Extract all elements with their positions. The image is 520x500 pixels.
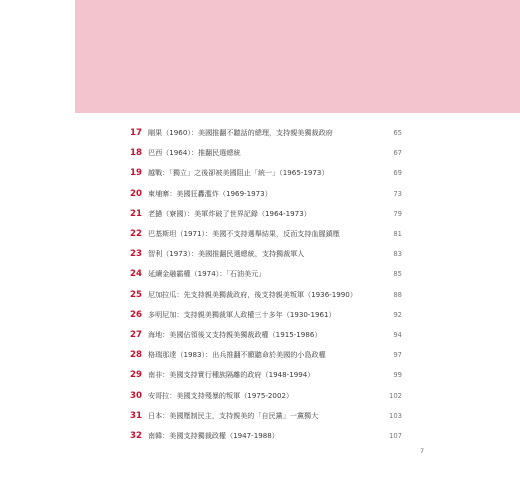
chapter-number: 26 bbox=[130, 309, 142, 320]
chapter-title: 巴西（1964）：推翻民選總統 bbox=[148, 148, 241, 158]
toc-entry[interactable] bbox=[130, 123, 402, 143]
toc-entry[interactable] bbox=[130, 325, 402, 345]
chapter-number: 20 bbox=[130, 188, 142, 199]
chapter-page: 73 bbox=[393, 189, 402, 198]
chapter-page: 69 bbox=[393, 169, 402, 178]
chapter-title: 柬埔寨：美國狂轟濫炸（1969-1973） bbox=[148, 188, 272, 198]
header-color-band bbox=[75, 0, 520, 113]
chapter-number: 32 bbox=[130, 430, 142, 441]
chapter-page: 67 bbox=[393, 149, 402, 158]
chapter-title: 剛果（1960）：美國推翻不聽話的總理，支持親美獨裁政府 bbox=[148, 128, 333, 138]
chapter-title: 安哥拉：美國支持殘暴的叛軍（1975-2002） bbox=[148, 390, 294, 400]
table-of-contents bbox=[130, 123, 402, 446]
toc-entry[interactable] bbox=[130, 385, 402, 405]
chapter-number: 17 bbox=[130, 128, 142, 139]
chapter-page: 99 bbox=[393, 371, 402, 380]
chapter-page: 103 bbox=[389, 411, 402, 420]
chapter-title: 南韓：美國支持獨裁政權（1947-1988） bbox=[148, 430, 279, 440]
chapter-title: 巴基斯坦（1971）：美國不支持選舉結果，反而支持血腥鎮壓 bbox=[148, 229, 340, 239]
chapter-number: 24 bbox=[130, 269, 142, 280]
chapter-page: 107 bbox=[389, 431, 402, 440]
chapter-title: 老撾（寮國）：美軍炸破了世界記錄（1964-1973） bbox=[148, 208, 311, 218]
chapter-page: 97 bbox=[393, 351, 402, 360]
page-number: 7 bbox=[420, 447, 425, 455]
chapter-number: 31 bbox=[130, 410, 142, 421]
toc-entry[interactable] bbox=[130, 305, 402, 325]
chapter-number: 30 bbox=[130, 390, 142, 401]
chapter-title: 南非：美國支持實行種族隔離的政府（1948-1994） bbox=[148, 370, 315, 380]
chapter-title: 尼加拉瓜：先支持親美獨裁政府，後支持親美叛軍（1936-1990） bbox=[148, 289, 357, 299]
toc-entry[interactable] bbox=[130, 244, 402, 264]
chapter-title: 越戰：「獨立」之後卻被美國阻止「統一」（1965-1973） bbox=[148, 168, 329, 178]
chapter-number: 19 bbox=[130, 168, 142, 179]
chapter-number: 21 bbox=[130, 208, 142, 219]
toc-entry[interactable] bbox=[130, 285, 402, 305]
chapter-page: 65 bbox=[393, 129, 402, 138]
chapter-page: 94 bbox=[393, 330, 402, 339]
chapter-page: 92 bbox=[393, 310, 402, 319]
chapter-title: 智利（1973）：美國推翻民選總統，支持獨裁軍人 bbox=[148, 249, 305, 259]
toc-entry[interactable] bbox=[130, 345, 402, 365]
chapter-number: 28 bbox=[130, 350, 142, 361]
chapter-title: 多明尼加：支持親美獨裁軍人政權三十多年（1930-1961） bbox=[148, 309, 336, 319]
chapter-title: 延續金融霸權（1974）：「石油美元」 bbox=[148, 269, 266, 279]
chapter-page: 88 bbox=[393, 290, 402, 299]
chapter-page: 83 bbox=[393, 250, 402, 259]
chapter-number: 18 bbox=[130, 148, 142, 159]
chapter-number: 22 bbox=[130, 229, 142, 240]
toc-entry[interactable] bbox=[130, 224, 402, 244]
toc-entry[interactable] bbox=[130, 406, 402, 426]
toc-entry[interactable] bbox=[130, 426, 402, 446]
chapter-page: 102 bbox=[389, 391, 402, 400]
chapter-number: 25 bbox=[130, 289, 142, 300]
chapter-title: 海地：美國佔領後又支持親美獨裁政權（1915-1986） bbox=[148, 329, 322, 339]
chapter-page: 79 bbox=[393, 209, 402, 218]
chapter-number: 27 bbox=[130, 329, 142, 340]
chapter-page: 81 bbox=[393, 230, 402, 239]
chapter-page: 85 bbox=[393, 270, 402, 279]
toc-entry[interactable] bbox=[130, 264, 402, 284]
chapter-title: 格瑞那達（1983）：出兵推翻不願聽命於美國的小島政權 bbox=[148, 350, 326, 360]
chapter-title: 日本：美國壓制民主，支持親美的「自民黨」一黨獨大 bbox=[148, 410, 319, 420]
toc-entry[interactable] bbox=[130, 204, 402, 224]
toc-entry[interactable] bbox=[130, 184, 402, 204]
chapter-number: 29 bbox=[130, 370, 142, 381]
toc-entry[interactable] bbox=[130, 365, 402, 385]
chapter-number: 23 bbox=[130, 249, 142, 260]
toc-entry[interactable] bbox=[130, 143, 402, 163]
toc-entry[interactable] bbox=[130, 163, 402, 183]
